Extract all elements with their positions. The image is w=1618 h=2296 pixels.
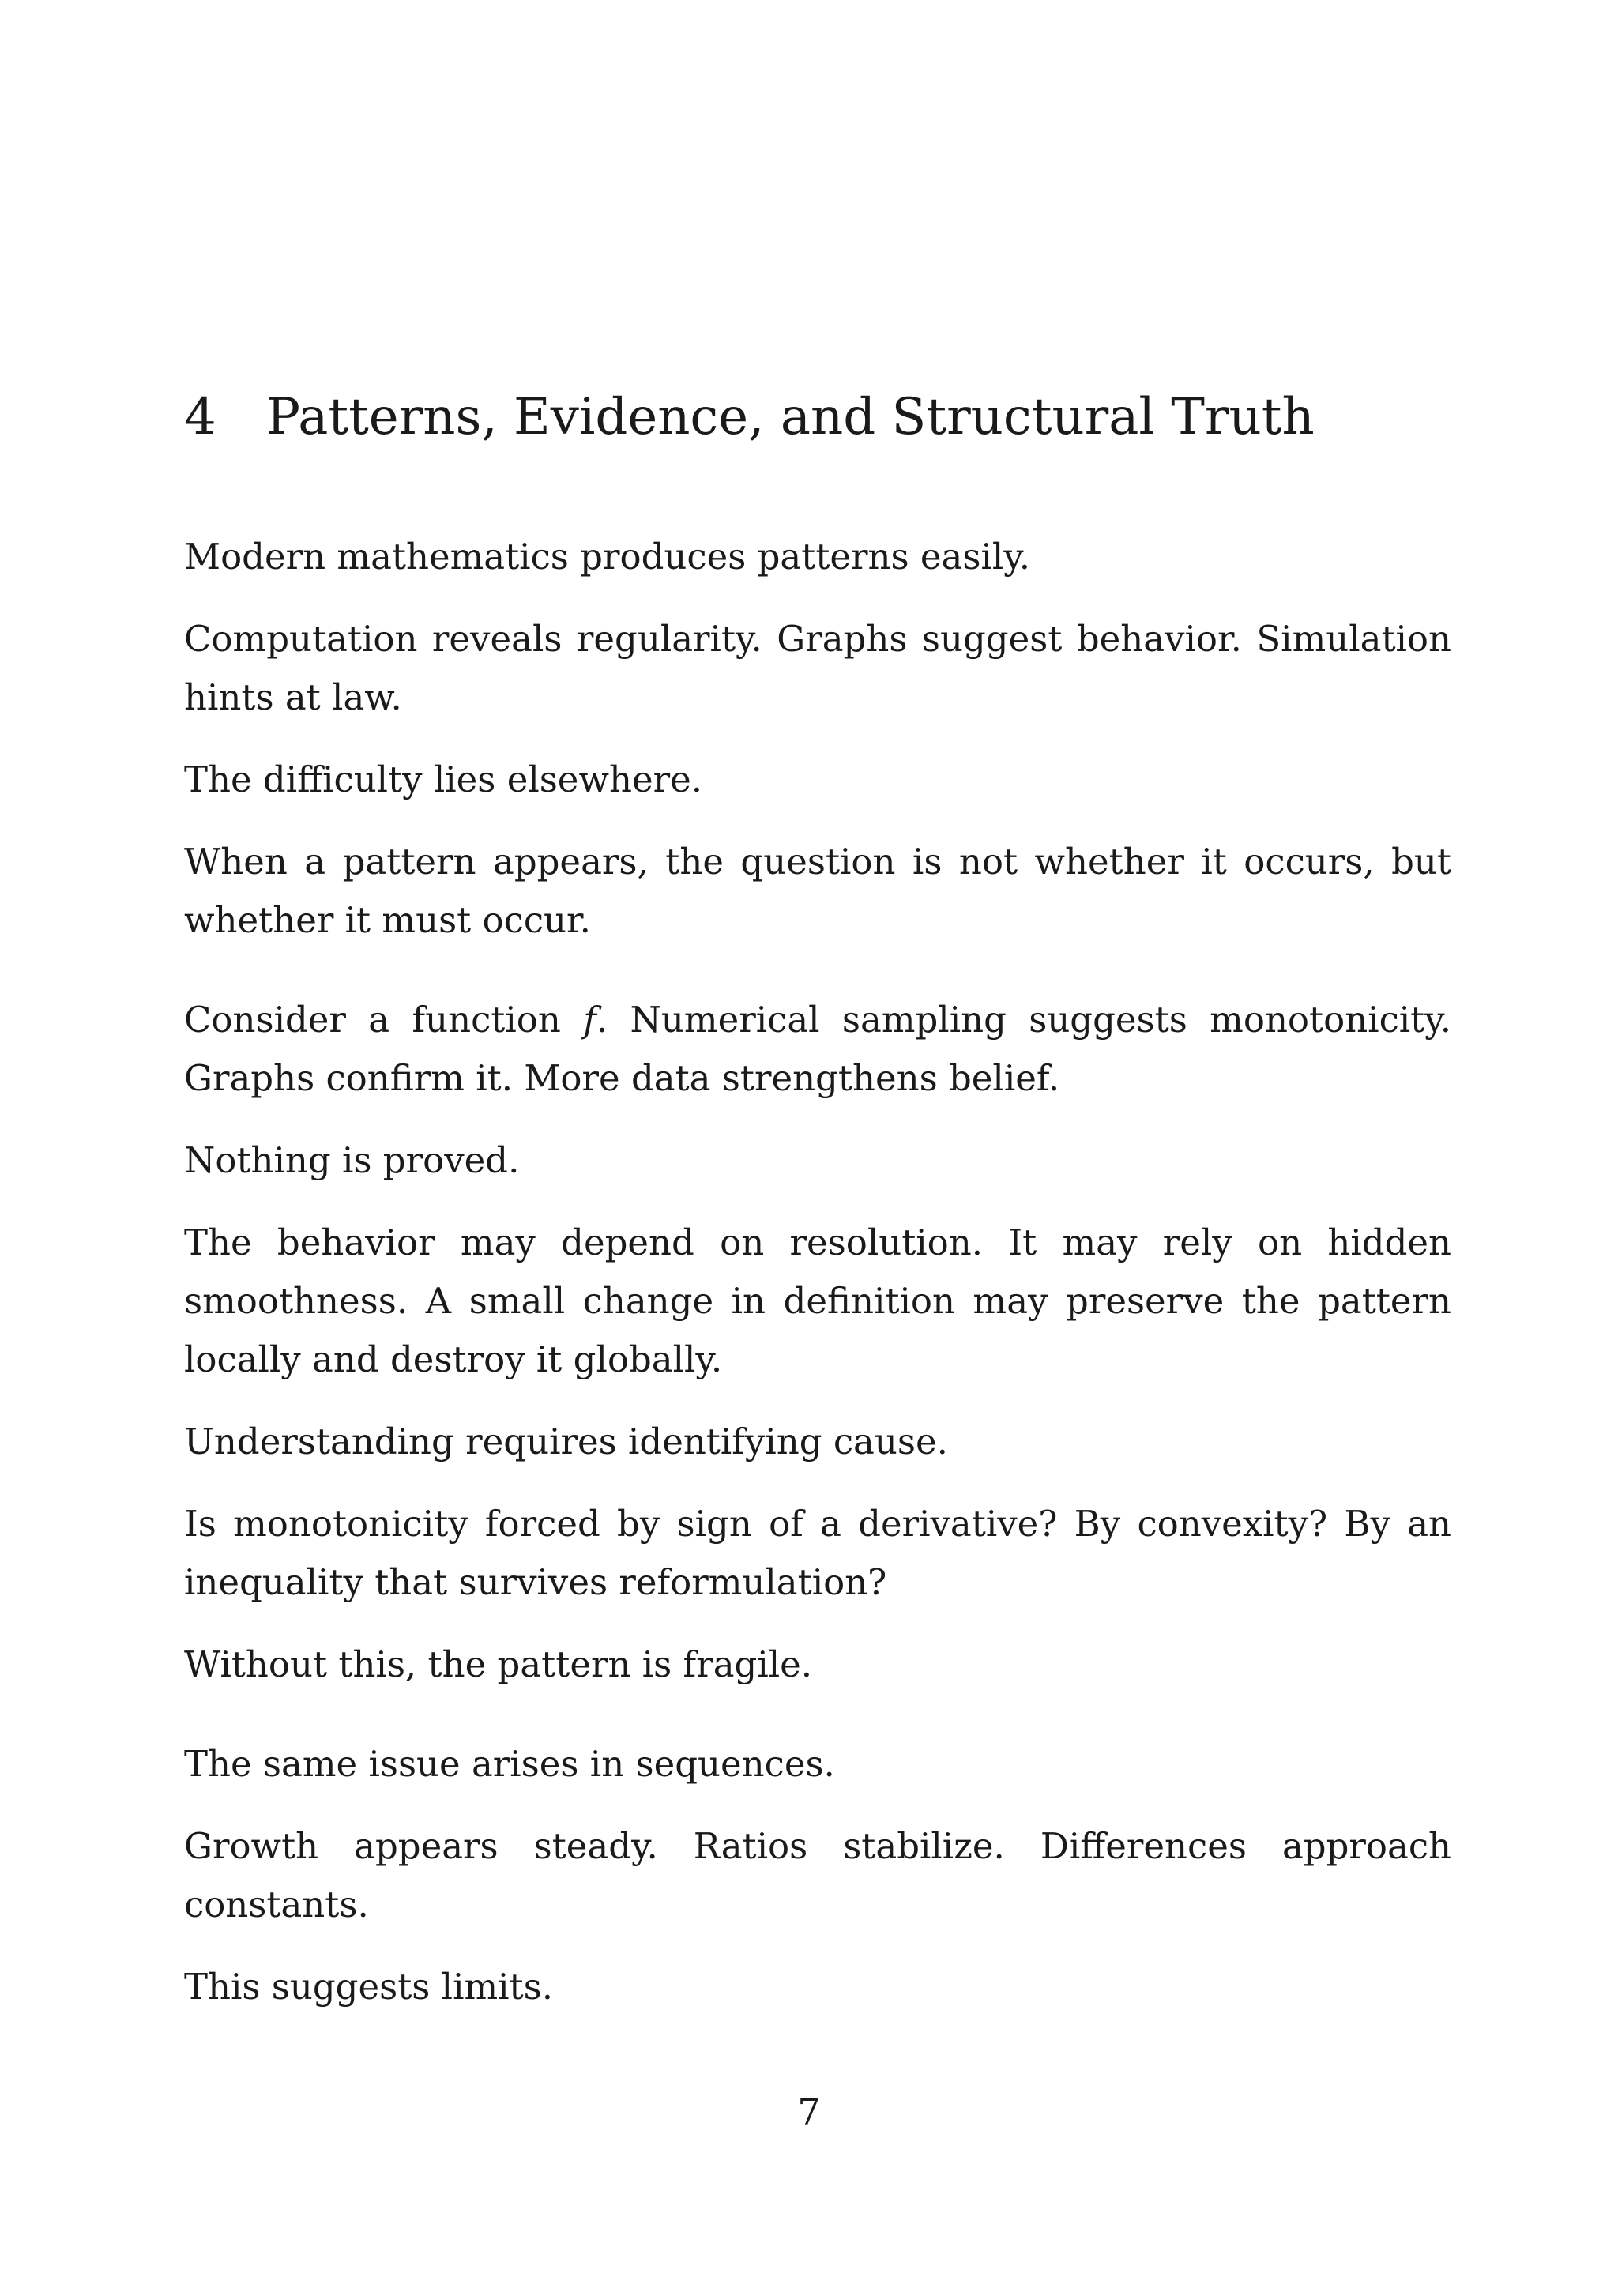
paragraph: Without this, the pattern is fragile.: [184, 1643, 813, 1685]
page-number: 7: [797, 2091, 821, 2133]
paragraph-text: . Numerical sampling suggests monotonicity. Graphs confirm it. More data strengthens belief.: [184, 999, 1451, 1099]
paragraph: When a pattern appears, the question is not whether it occurs, but whether it must occur.: [184, 841, 1451, 941]
section-number: 4: [184, 388, 216, 446]
paragraph: This suggests limits.: [184, 1966, 554, 2008]
paragraph: The behavior may depend on resolution. It may rely on hidden smoothness. A small change in definition may preserve the pattern locally and destroy it globally.: [184, 1221, 1451, 1380]
paragraph-text: Consider a function: [184, 999, 584, 1041]
paragraph: The same issue arises in sequences.: [184, 1743, 835, 1785]
section-heading: [184, 386, 1448, 449]
paragraph: The difficulty lies elsewhere.: [184, 758, 703, 800]
section-title: Patterns, Evidence, and Structural Truth: [266, 388, 1315, 446]
paragraph: Nothing is proved.: [184, 1139, 520, 1181]
paragraph: Modern mathematics produces patterns easily.: [184, 536, 1031, 578]
math-variable: f: [583, 999, 596, 1041]
paragraph: [184, 991, 1451, 1108]
body-text: [184, 528, 1451, 2040]
paragraph: Understanding requires identifying cause.: [184, 1421, 948, 1462]
paragraph: Computation reveals regularity. Graphs suggest behavior. Simulation hints at law.: [184, 618, 1451, 718]
paragraph: Is monotonicity forced by sign of a derivative? By convexity? By an inequality that survives reformulation?: [184, 1503, 1451, 1603]
paragraph: Growth appears steady. Ratios stabilize. Differences approach constants.: [184, 1825, 1451, 1925]
